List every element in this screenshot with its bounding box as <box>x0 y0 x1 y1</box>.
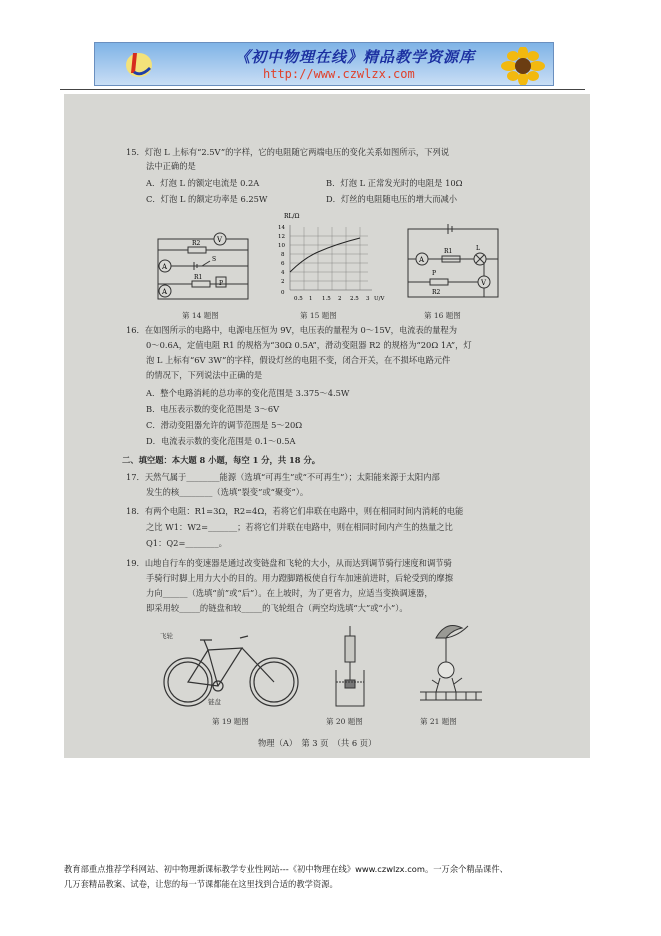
fig15-xtick: 3 <box>366 296 370 302</box>
q16-line2: 0～0.6A，定值电阻 R1 的规格为“30Ω 0.5A”，滑动变阻器 R2 的规格为“20Ω 1A”，灯 <box>146 340 472 350</box>
fig14-label: R2 <box>192 240 201 247</box>
fig16-label: R1 <box>444 248 453 255</box>
site-logo-icon <box>125 49 155 81</box>
q19-line3: 力向______（选填“前”或“后”）。在上坡时，为了更省力，应适当变换调速器， <box>146 588 433 598</box>
q18-line2: 之比 W1：W2=_______；若将它们并联在电路中，则在相同时间内产生的热量之比 <box>146 522 453 532</box>
fig15-ytick: 2 <box>281 279 285 285</box>
figure-15-graph <box>270 210 390 310</box>
fig16-caption: 第 16 题图 <box>424 311 461 320</box>
q16-option-c: C．滑动变阻器允许的调节范围是 5～20Ω <box>146 420 303 430</box>
q19-line1: 19．山地自行车的变速器是通过改变链盘和飞轮的大小，从而达到调节骑行速度和调节骑 <box>126 558 452 568</box>
fig15-ytick: 12 <box>278 234 285 240</box>
q16-line1: 16．在如图所示的电路中，电源电压恒为 9V，电压表的量程为 0～15V，电流表的量程为 <box>126 325 458 335</box>
figure-19-bicycle <box>156 624 306 714</box>
fig15-ytick: 0 <box>281 290 285 296</box>
q16-option-b: B．电压表示数的变化范围是 3～6V <box>146 404 280 414</box>
header-rule <box>60 89 585 90</box>
q15-stem-line2: 法中正确的是 <box>146 161 196 171</box>
fig16-label: L <box>476 245 480 252</box>
fig15-ytick: 8 <box>281 252 285 258</box>
fig15-ytick: 6 <box>281 261 285 267</box>
figure-14-circuit <box>150 221 260 305</box>
fig16-label: V <box>481 279 487 287</box>
fig15-xlabel: U/V <box>374 296 385 302</box>
footer-line1: 教育部重点推荐学科网站、初中物理新课标教学专业性网站---《初中物理在线》www.czwlzx.com。一万余个精品课件、 <box>64 864 508 874</box>
sunflower-icon <box>499 47 547 85</box>
q15-option-c: C．灯泡 L 的额定功率是 6.25W <box>146 194 268 204</box>
fig15-xtick: 2.5 <box>350 296 359 302</box>
fig15-ytick: 10 <box>278 243 285 249</box>
q16-option-d: D．电流表示数的变化范围是 0.1～0.5A <box>146 436 296 446</box>
fig15-ylabel: RL/Ω <box>284 213 300 220</box>
q15-option-d: D．灯丝的电阻随电压的增大而减小 <box>326 194 458 204</box>
q16-line4: 的情况下，下列说法中正确的是 <box>146 370 263 380</box>
q15-option-b: B．灯泡 L 正常发光时的电阻是 10Ω <box>326 178 463 188</box>
fig21-caption: 第 21 题图 <box>420 717 457 726</box>
fig15-xtick: 1.5 <box>322 296 331 302</box>
figure-16-circuit <box>402 221 506 305</box>
fig14-caption: 第 14 题图 <box>182 311 219 320</box>
scanned-exam-page <box>64 94 590 758</box>
q19-line4: 即采用较_____的链盘和较_____的飞轮组合（两空均选填“大”或“小”）。 <box>146 603 408 613</box>
q15-stem-line1: 15．灯泡 L 上标有“2.5V”的字样，它的电阻随它两端电压的变化关系如图所示，下列说 <box>126 147 450 157</box>
fig16-label: R2 <box>432 289 441 296</box>
figure-21-cartoon <box>416 618 486 706</box>
fig15-ytick: 14 <box>278 225 285 231</box>
fig19-caption: 第 19 题图 <box>212 717 249 726</box>
fig14-label: A <box>162 288 168 296</box>
q17-line2: 发生的核________（选填“裂变”或“聚变”）。 <box>146 487 309 497</box>
figure-20-spring-scale <box>330 624 370 710</box>
fig15-xtick: 0.5 <box>294 296 303 302</box>
fig15-xtick: 2 <box>338 296 342 302</box>
fig14-label: V <box>217 236 223 244</box>
fig15-caption: 第 15 题图 <box>300 311 337 320</box>
exam-page-number: 物理（A） 第 3 页 （共 6 页） <box>258 738 377 748</box>
q15-option-a: A．灯泡 L 的额定电流是 0.2A <box>146 178 260 188</box>
fig14-label: R1 <box>194 274 203 281</box>
footer-line2: 几万套精品教案、试卷，让您的每一节课都能在这里找到合适的教学资源。 <box>64 879 338 889</box>
q17-line1: 17．天然气属于________能源（选填“可再生”或“不可再生”）；太阳能来源于太阳内部 <box>126 472 440 482</box>
document-footer <box>64 862 604 892</box>
q16-line3: 泡 L 上标有“6V 3W”的字样，假设灯丝的电阻不变，闭合开关，在不损坏电路元件 <box>146 355 451 365</box>
bike-label-chainring: 链盘 <box>208 698 221 706</box>
q19-line2: 手骑行时脚上用力大小的目的。用力蹬脚踏板使自行车加速前进时，后轮受到的摩擦 <box>146 573 453 583</box>
banner-title: 《初中物理在线》精品教学资源库 <box>235 48 476 66</box>
q18-line3: Q1：Q2=________。 <box>146 538 227 548</box>
fig14-label: A <box>162 263 168 271</box>
fig15-ytick: 4 <box>281 270 285 276</box>
fig16-label: A <box>419 256 425 264</box>
fig15-xtick: 1 <box>309 296 313 302</box>
fig16-label: P <box>432 270 437 277</box>
header-banner <box>94 42 554 86</box>
section-heading: 二、填空题：本大题 8 小题，每空 1 分，共 18 分。 <box>122 455 321 465</box>
banner-url[interactable]: http://www.czwlzx.com <box>263 67 415 81</box>
q18-line1: 18．有两个电阻：R1=3Ω，R2=4Ω，若将它们串联在电路中，则在相同时间内消耗的电能 <box>126 506 464 516</box>
q16-option-a: A．整个电路消耗的总功率的变化范围是 3.375～4.5W <box>146 388 350 398</box>
bike-label-flywheel: 飞轮 <box>160 632 173 640</box>
fig14-label: P <box>219 280 224 287</box>
fig20-caption: 第 20 题图 <box>326 717 363 726</box>
fig14-label: S <box>212 256 217 263</box>
